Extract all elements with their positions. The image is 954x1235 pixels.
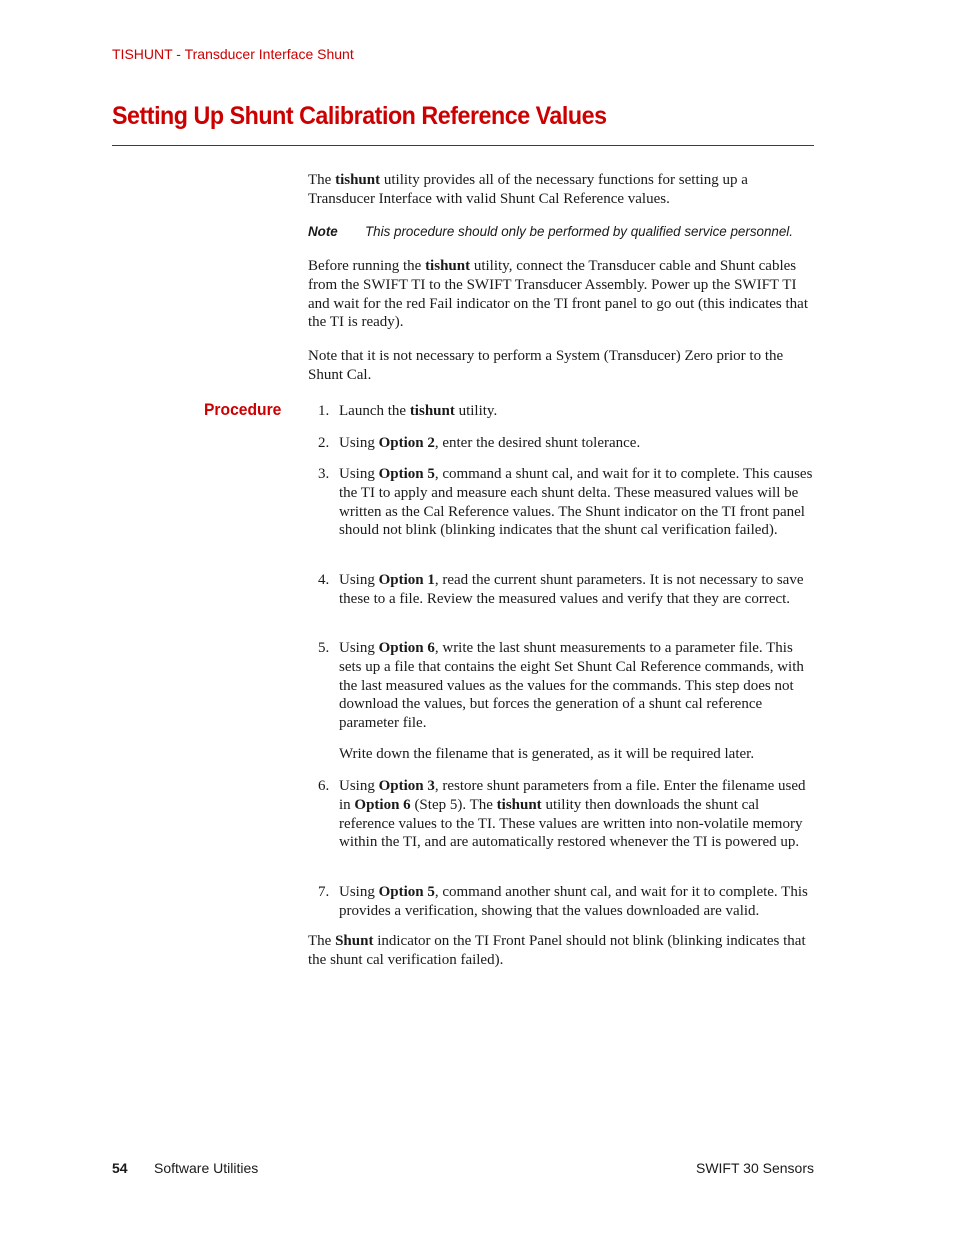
footer-section: Software Utilities [154,1160,259,1176]
page-title: Setting Up Shunt Calibration Reference Values [112,102,607,130]
zero-note-paragraph: Note that it is not necessary to perform a System (Transducer) Zero prior to the Shunt Cal. [308,348,784,383]
step-number: 5. [318,640,330,656]
title-rule [112,145,814,146]
step-number: 4. [318,572,330,588]
before-paragraph: Before running the tishunt utility, connect the Transducer cable and Shunt cables from the SWIFT TI to the SWIFT Transducer Assembly. Power up the SWIFT TI and wait for the red Fail indicator on the TI front panel to go out (this indicates that the TI is ready). [308,258,809,331]
note-label: Note [308,224,338,239]
procedure-heading: Procedure [204,400,282,419]
shunt-term: Shunt [335,933,374,949]
tishunt-term: tishunt [335,172,381,188]
tishunt-term: tishunt [425,258,471,274]
step-number: 7. [318,884,330,900]
closing-paragraph: The Shunt indicator on the TI Front Panel should not blink (blinking indicates that the shunt cal verification failed). [308,933,806,968]
page-number: 54 [112,1160,128,1176]
note-text: This procedure should only be performed by qualified service personnel. [365,224,793,239]
step-number: 2. [318,435,330,451]
footer-product: SWIFT 30 Sensors [695,1160,814,1176]
intro-paragraph: The tishunt utility provides all of the necessary functions for setting up a Transducer Interface with valid Shunt Cal Reference values. [308,172,748,207]
step-number: 6. [318,778,330,794]
running-head: TISHUNT - Transducer Interface Shunt [112,46,354,62]
step-number: 3. [318,466,330,482]
note [308,224,828,239]
step-number: 1. [318,403,330,419]
